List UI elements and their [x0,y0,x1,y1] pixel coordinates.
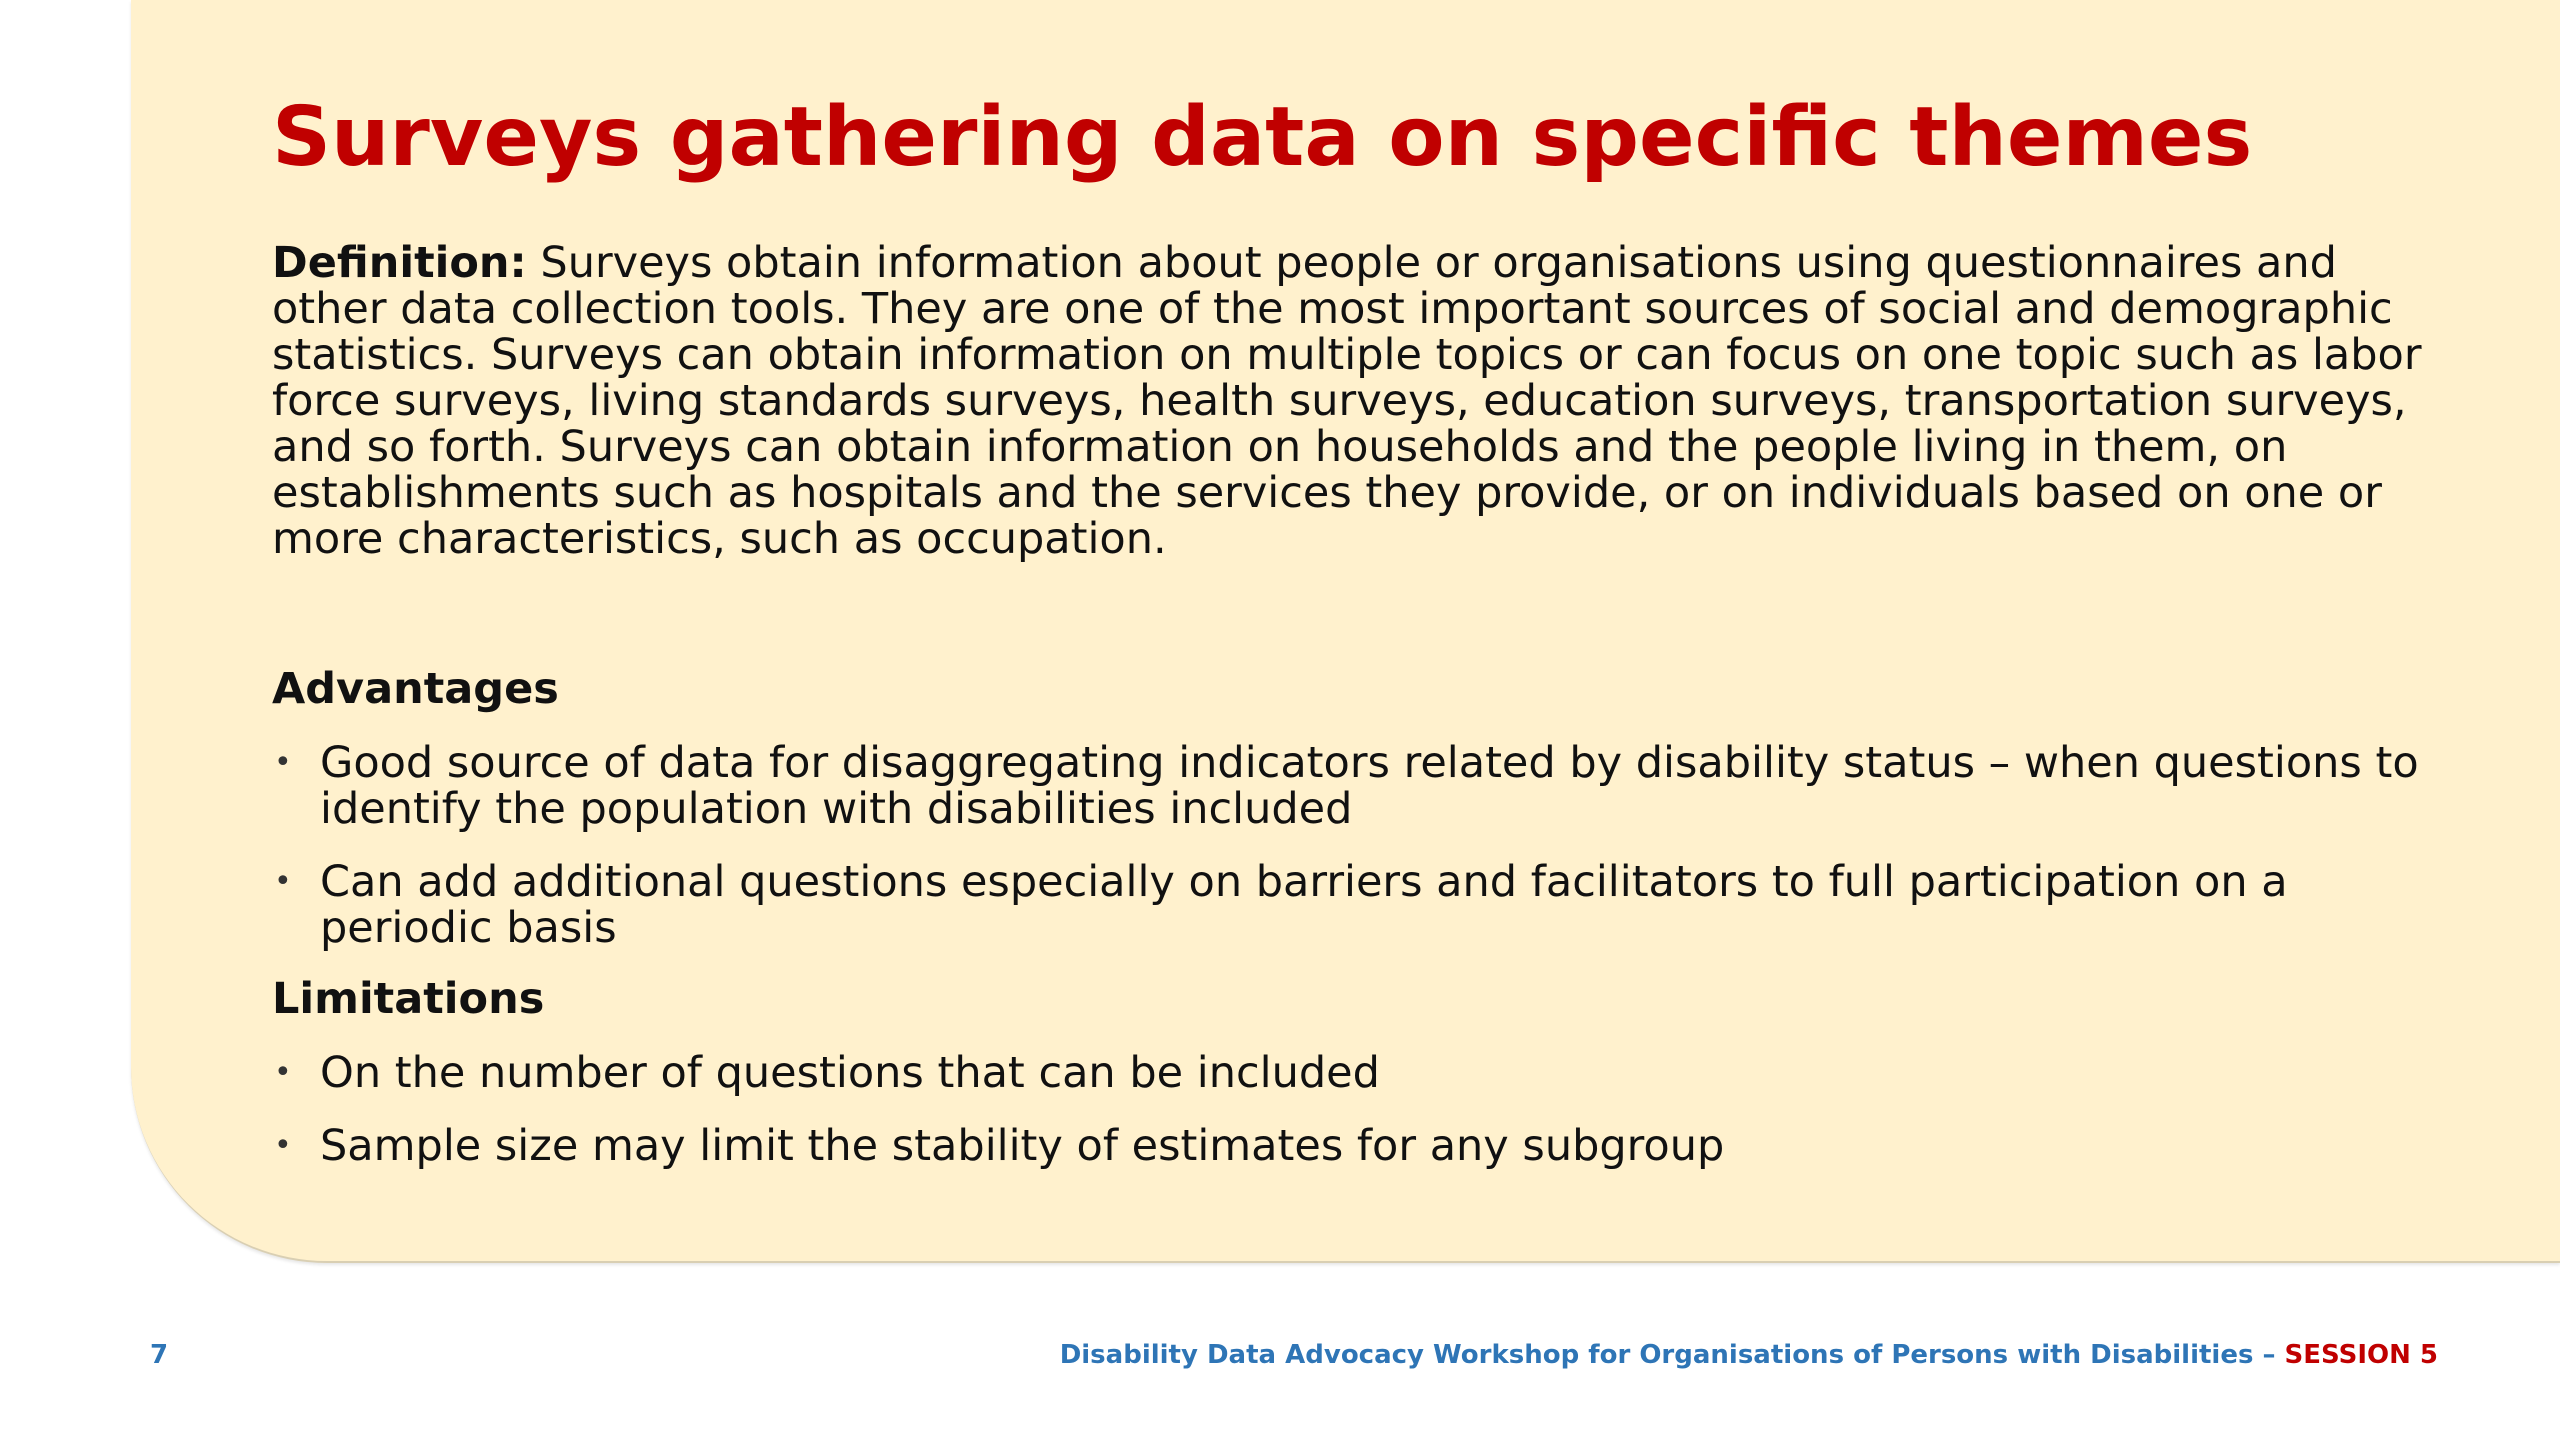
bullet-icon: • [274,1128,292,1163]
limitation-text: Sample size may limit the stability of estimates for any subgroup [320,1121,1725,1171]
list-item [272,1050,2432,1096]
limitations-heading: Limitations [272,974,545,1024]
bullet-icon: • [274,864,292,899]
limitations-list [272,1050,2432,1196]
list-item [272,859,2432,951]
limitation-text: On the number of questions that can be included [320,1048,1380,1098]
footer-workshop-text: Disability Data Advocacy Workshop for Organisations of Persons with Disabilities – [1059,1340,2285,1370]
list-item [272,1123,2432,1169]
advantages-heading: Advantages [272,664,559,714]
advantage-text: Can add additional questions especially on barriers and facilitators to full participation on a periodic basis [320,857,2288,953]
definition-text: Surveys obtain information about people or organisations using questionnaires and other data collection tools. They are one of the most important sources of social and demographic statistics. Surveys can obtain information on multiple topics or can focus on one topic such as labor force surveys, living standards surveys, health surveys, education surveys, transportation surveys, and so forth. Surveys can obtain information on households and the people living in them, on establishments such as hospitals and the services they provide, or on individuals based on one or more characteristics, such as occupation. [272,238,2422,564]
advantage-text: Good source of data for disaggregating indicators related by disability status – when questions to identify the population with disabilities included [320,738,2419,834]
definition-label: Definition: [272,238,527,288]
advantages-list [272,740,2432,978]
list-item [272,740,2432,832]
definition-paragraph [272,240,2442,562]
footer-caption [1060,1339,2438,1371]
bullet-icon: • [274,1055,292,1090]
page-number: 7 [150,1340,169,1370]
slide-title: Surveys gathering data on specific themes [272,90,2253,185]
bullet-icon: • [274,745,292,780]
footer-session-label: SESSION 5 [2284,1340,2438,1370]
